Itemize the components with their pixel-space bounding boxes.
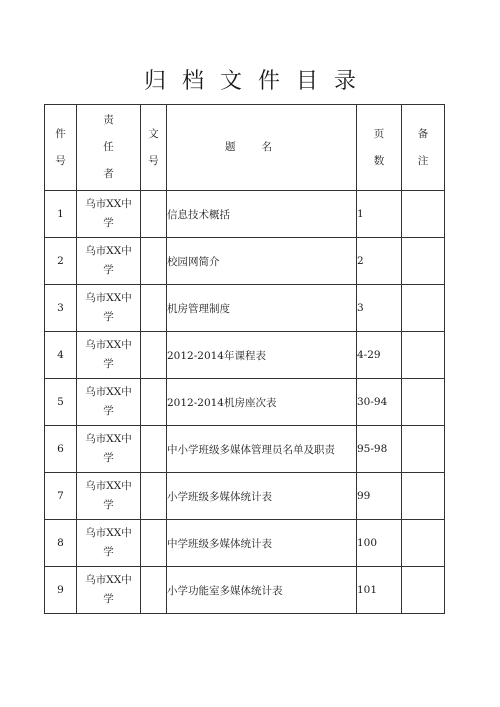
table-header-row [45,105,445,191]
cell-pages: 99 [357,473,402,520]
cell-responsible [77,238,141,285]
cell-pages: 2 [357,238,402,285]
header-responsible: 责 任 者 [77,105,141,191]
cell-item-no: 2 [45,238,77,285]
page-title: 归档文件目录 [143,69,372,94]
cell-subject: 小学班级多媒体统计表 [167,473,357,520]
cell-item-no: 4 [45,332,77,379]
responsible-line: 乌市XX中 [85,198,132,210]
cell-responsible [77,379,141,426]
responsible-line: 乌市XX中 [85,574,132,586]
cell-pages: 3 [357,285,402,332]
cell-remarks [402,191,445,238]
responsible-line: 学 [103,358,114,370]
cell-remarks [402,567,445,614]
responsible-line: 乌市XX中 [85,480,132,492]
cell-remarks [402,473,445,520]
table-row [45,191,445,238]
cell-responsible [77,191,141,238]
cell-responsible [77,332,141,379]
responsible-line: 学 [103,311,114,323]
responsible-line: 乌市XX中 [85,386,132,398]
cell-pages: 30-94 [357,379,402,426]
cell-responsible [77,567,141,614]
cell-subject: 中学班级多媒体统计表 [167,520,357,567]
header-doc-no: 文 号 [141,105,167,191]
cell-subject: 机房管理制度 [167,285,357,332]
archive-catalog-table [44,104,445,614]
responsible-line: 学 [103,499,114,511]
responsible-line: 学 [103,405,114,417]
cell-doc-no [141,520,167,567]
responsible-line: 学 [103,217,114,229]
cell-subject: 2012-2014年课程表 [167,332,357,379]
cell-remarks [402,379,445,426]
responsible-line: 乌市XX中 [85,339,132,351]
cell-doc-no [141,426,167,473]
header-pages: 页 数 [357,105,402,191]
cell-remarks [402,285,445,332]
cell-responsible [77,285,141,332]
cell-pages: 4-29 [357,332,402,379]
cell-subject: 校园网简介 [167,238,357,285]
cell-pages: 1 [357,191,402,238]
cell-subject: 中小学班级多媒体管理员名单及职责 [167,426,357,473]
cell-pages: 101 [357,567,402,614]
table-row [45,285,445,332]
cell-doc-no [141,567,167,614]
responsible-line: 学 [103,546,114,558]
cell-doc-no [141,332,167,379]
table-row [45,238,445,285]
cell-responsible [77,473,141,520]
cell-subject: 小学功能室多媒体统计表 [167,567,357,614]
table-row [45,473,445,520]
cell-doc-no [141,285,167,332]
cell-item-no: 7 [45,473,77,520]
responsible-line: 学 [103,593,114,605]
cell-pages: 95-98 [357,426,402,473]
cell-pages: 100 [357,520,402,567]
responsible-line: 乌市XX中 [85,433,132,445]
cell-remarks [402,426,445,473]
responsible-line: 学 [103,264,114,276]
cell-item-no: 1 [45,191,77,238]
table-row [45,379,445,426]
table-row [45,426,445,473]
cell-doc-no [141,238,167,285]
table-row [45,567,445,614]
responsible-line: 乌市XX中 [85,527,132,539]
cell-remarks [402,520,445,567]
cell-item-no: 3 [45,285,77,332]
cell-item-no: 5 [45,379,77,426]
header-subject: 题名 [167,105,357,191]
table-row [45,332,445,379]
cell-doc-no [141,191,167,238]
cell-responsible [77,520,141,567]
cell-item-no: 9 [45,567,77,614]
header-item-no: 件 号 [45,105,77,191]
responsible-line: 乌市XX中 [85,292,132,304]
cell-remarks [402,238,445,285]
responsible-line: 学 [103,452,114,464]
cell-subject: 2012-2014机房座次表 [167,379,357,426]
cell-remarks [402,332,445,379]
cell-doc-no [141,379,167,426]
responsible-line: 乌市XX中 [85,245,132,257]
table-row [45,520,445,567]
cell-subject: 信息技术概括 [167,191,357,238]
cell-item-no: 6 [45,426,77,473]
cell-responsible [77,426,141,473]
header-remarks: 备 注 [402,105,445,191]
cell-doc-no [141,473,167,520]
cell-item-no: 8 [45,520,77,567]
